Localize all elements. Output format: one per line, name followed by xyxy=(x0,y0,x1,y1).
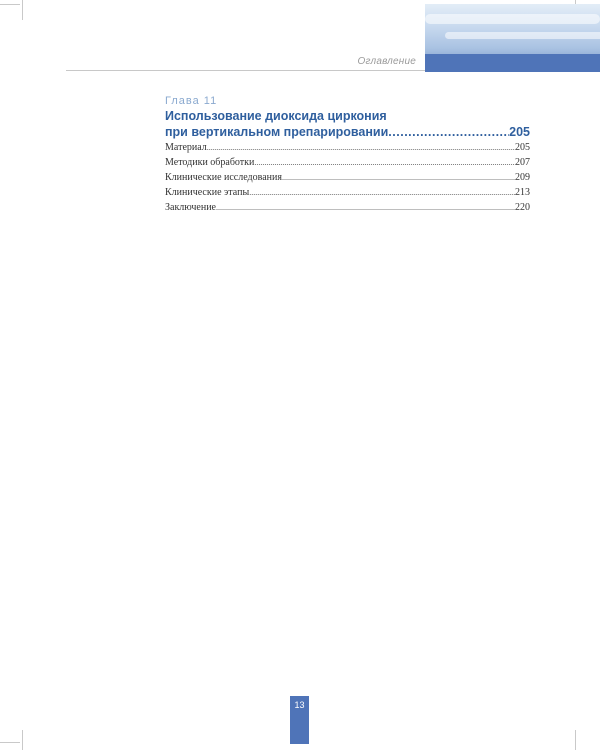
toc-entry-label: Клинические исследования xyxy=(165,172,282,183)
crop-mark xyxy=(0,4,20,5)
header-rule xyxy=(66,70,425,71)
chapter-page-number: 205 xyxy=(509,125,530,139)
dot-leader xyxy=(388,124,509,140)
dot-leader xyxy=(207,140,515,155)
dot-leader xyxy=(254,155,515,170)
toc-entry-page: 220 xyxy=(515,202,530,213)
toc-entry-page: 205 xyxy=(515,142,530,153)
chapter-title-line: при вертикальном препарировании xyxy=(165,125,389,139)
toc-entry-label: Заключение xyxy=(165,202,216,213)
toc-entry[interactable] xyxy=(165,155,530,170)
toc-entry-label: Материал xyxy=(165,142,207,153)
toc-entry[interactable] xyxy=(165,200,530,215)
header-image xyxy=(425,4,600,72)
chapter-label: Глава 11 xyxy=(165,95,218,107)
toc-entry-page: 207 xyxy=(515,157,530,168)
crop-mark xyxy=(22,730,23,750)
dot-leader xyxy=(216,200,515,215)
crop-mark xyxy=(0,742,20,743)
table-of-contents xyxy=(165,94,530,215)
crop-mark xyxy=(575,730,576,750)
chapter-title[interactable] xyxy=(165,108,530,140)
chapter-title-line: Использование диоксида циркония xyxy=(165,109,387,123)
crop-mark xyxy=(22,0,23,20)
page-number: 13 xyxy=(294,700,305,710)
toc-entry[interactable] xyxy=(165,140,530,155)
running-head: Оглавление xyxy=(357,56,416,67)
toc-entry[interactable] xyxy=(165,185,530,200)
toc-entry-page: 209 xyxy=(515,172,530,183)
toc-entry-label: Методики обработки xyxy=(165,157,255,168)
dot-leader xyxy=(249,185,515,200)
toc-entry-page: 213 xyxy=(515,187,530,198)
toc-entry-label: Клинические этапы xyxy=(165,187,250,198)
toc-entry[interactable] xyxy=(165,170,530,185)
dot-leader xyxy=(282,170,515,185)
